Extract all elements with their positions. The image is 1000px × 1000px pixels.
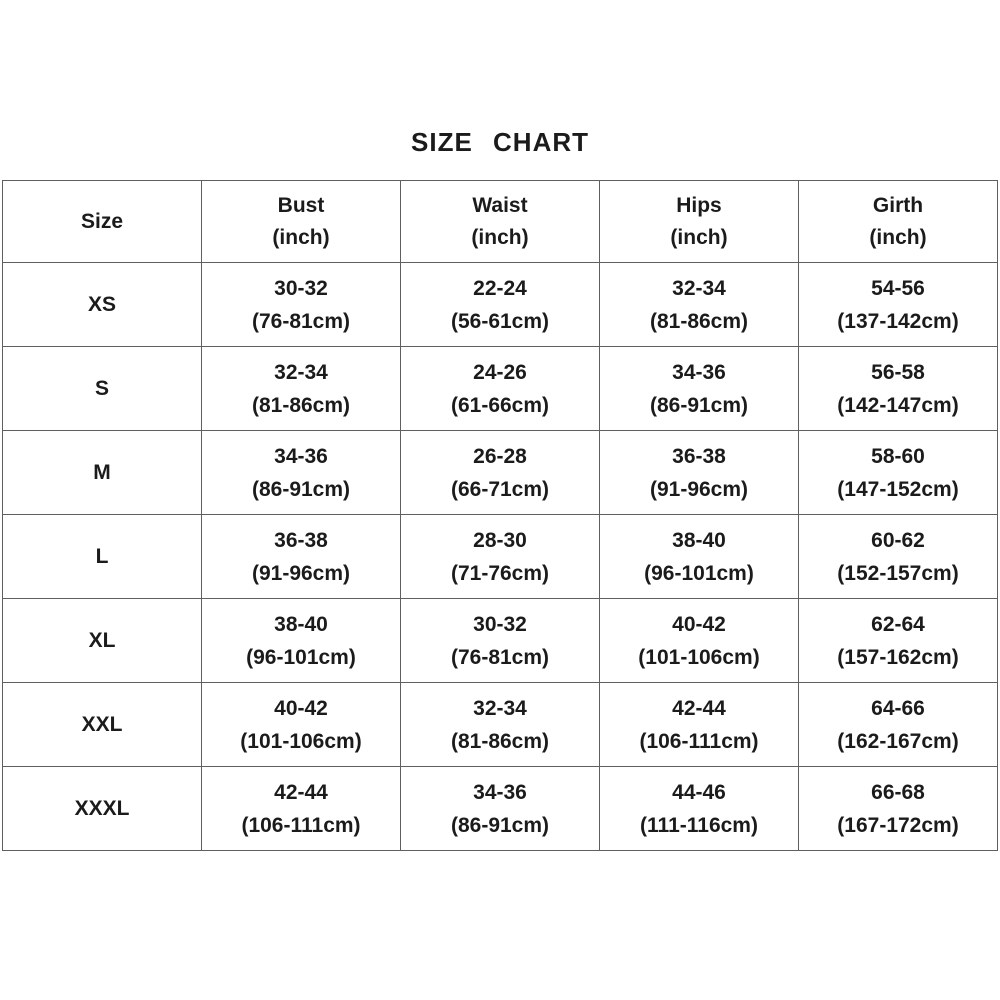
- bust-cm-value: (91-96cm): [251, 561, 351, 585]
- size-chart-table: [2, 180, 998, 851]
- bust-cm-value: (101-106cm): [240, 729, 362, 753]
- girth-cm-value: (137-142cm): [837, 309, 959, 333]
- table-header: [3, 181, 998, 263]
- hips-cm-value: (106-111cm): [639, 729, 759, 753]
- waist-cm-value: (66-71cm): [450, 477, 550, 501]
- size-label: S: [3, 347, 202, 431]
- cell-girth: [799, 431, 998, 515]
- girth-inch-value: 60-62: [871, 528, 925, 552]
- table-row: [3, 599, 998, 683]
- waist-cm-value: (61-66cm): [450, 393, 550, 417]
- waist-inch-value: 30-32: [473, 612, 527, 636]
- header-row: [3, 181, 998, 263]
- waist-cm-value: (81-86cm): [450, 729, 550, 753]
- cell-hips: [600, 599, 799, 683]
- girth-inch-value: 54-56: [871, 276, 925, 300]
- bust-cm-value: (106-111cm): [241, 813, 361, 837]
- waist-inch-value: 22-24: [473, 276, 527, 300]
- cell-bust: [202, 263, 401, 347]
- size-label: XS: [3, 263, 202, 347]
- waist-inch-value: 28-30: [473, 528, 527, 552]
- cell-bust: [202, 515, 401, 599]
- cell-girth: [799, 767, 998, 851]
- bust-inch-value: 42-44: [274, 780, 328, 804]
- waist-inch-value: 26-28: [473, 444, 527, 468]
- hips-header-label: Hips: [676, 193, 722, 217]
- hips-cm-value: (91-96cm): [649, 477, 749, 501]
- girth-inch-value: 58-60: [871, 444, 925, 468]
- bust-inch-value: 32-34: [274, 360, 328, 384]
- hips-inch-value: 36-38: [672, 444, 726, 468]
- bust-cm-value: (86-91cm): [251, 477, 351, 501]
- girth-inch-value: 62-64: [871, 612, 925, 636]
- size-header-label: Size: [80, 209, 124, 233]
- cell-bust: [202, 767, 401, 851]
- hips-cm-value: (101-106cm): [638, 645, 760, 669]
- cell-waist: [401, 263, 600, 347]
- waist-inch-value: 32-34: [473, 696, 527, 720]
- size-label: XXL: [3, 683, 202, 767]
- cell-waist: [401, 599, 600, 683]
- hips-inch-value: 42-44: [672, 696, 726, 720]
- bust-inch-value: 38-40: [274, 612, 328, 636]
- cell-bust: [202, 347, 401, 431]
- header-cell-bust: [202, 181, 401, 263]
- header-cell-waist: [401, 181, 600, 263]
- header-cell-hips: [600, 181, 799, 263]
- girth-header-unit: (inch): [869, 225, 927, 249]
- cell-hips: [600, 431, 799, 515]
- hips-inch-value: 40-42: [672, 612, 726, 636]
- cell-waist: [401, 515, 600, 599]
- cell-girth: [799, 347, 998, 431]
- hips-header-unit: (inch): [670, 225, 728, 249]
- bust-inch-value: 36-38: [274, 528, 328, 552]
- girth-header-label: Girth: [872, 193, 924, 217]
- girth-cm-value: (152-157cm): [837, 561, 959, 585]
- girth-inch-value: 66-68: [871, 780, 925, 804]
- bust-header-label: Bust: [277, 193, 325, 217]
- waist-header-unit: (inch): [471, 225, 529, 249]
- table-body: [3, 263, 998, 851]
- cell-waist: [401, 347, 600, 431]
- hips-inch-value: 44-46: [672, 780, 726, 804]
- table-row: [3, 767, 998, 851]
- hips-inch-value: 32-34: [672, 276, 726, 300]
- cell-girth: [799, 599, 998, 683]
- page-title: SIZE CHART: [411, 127, 589, 157]
- bust-inch-value: 40-42: [274, 696, 328, 720]
- cell-hips: [600, 515, 799, 599]
- cell-hips: [600, 683, 799, 767]
- cell-girth: [799, 515, 998, 599]
- hips-inch-value: 34-36: [672, 360, 726, 384]
- size-label: XXXL: [3, 767, 202, 851]
- cell-waist: [401, 683, 600, 767]
- table-row: [3, 683, 998, 767]
- table-row: [3, 431, 998, 515]
- bust-header-unit: (inch): [272, 225, 330, 249]
- waist-cm-value: (71-76cm): [450, 561, 550, 585]
- waist-header-label: Waist: [472, 193, 528, 217]
- bust-inch-value: 30-32: [274, 276, 328, 300]
- table-row: [3, 263, 998, 347]
- cell-waist: [401, 431, 600, 515]
- size-label: XL: [3, 599, 202, 683]
- cell-waist: [401, 767, 600, 851]
- waist-inch-value: 34-36: [473, 780, 527, 804]
- hips-cm-value: (81-86cm): [649, 309, 749, 333]
- hips-cm-value: (86-91cm): [649, 393, 749, 417]
- cell-bust: [202, 683, 401, 767]
- girth-cm-value: (162-167cm): [837, 729, 959, 753]
- size-label: L: [3, 515, 202, 599]
- cell-girth: [799, 683, 998, 767]
- girth-cm-value: (147-152cm): [837, 477, 959, 501]
- cell-hips: [600, 767, 799, 851]
- waist-cm-value: (86-91cm): [450, 813, 550, 837]
- waist-inch-value: 24-26: [473, 360, 527, 384]
- table-row: [3, 515, 998, 599]
- waist-cm-value: (76-81cm): [450, 645, 550, 669]
- header-cell-size: [3, 181, 202, 263]
- girth-inch-value: 64-66: [871, 696, 925, 720]
- bust-cm-value: (76-81cm): [251, 309, 351, 333]
- bust-cm-value: (81-86cm): [251, 393, 351, 417]
- hips-cm-value: (111-116cm): [640, 813, 758, 837]
- hips-inch-value: 38-40: [672, 528, 726, 552]
- cell-bust: [202, 599, 401, 683]
- table-row: [3, 347, 998, 431]
- cell-hips: [600, 347, 799, 431]
- cell-girth: [799, 263, 998, 347]
- hips-cm-value: (96-101cm): [644, 561, 754, 585]
- cell-bust: [202, 431, 401, 515]
- waist-cm-value: (56-61cm): [450, 309, 550, 333]
- cell-hips: [600, 263, 799, 347]
- bust-cm-value: (96-101cm): [246, 645, 356, 669]
- girth-cm-value: (142-147cm): [837, 393, 959, 417]
- bust-inch-value: 34-36: [274, 444, 328, 468]
- girth-cm-value: (157-162cm): [837, 645, 959, 669]
- girth-inch-value: 56-58: [871, 360, 925, 384]
- girth-cm-value: (167-172cm): [837, 813, 959, 837]
- size-label: M: [3, 431, 202, 515]
- header-cell-girth: [799, 181, 998, 263]
